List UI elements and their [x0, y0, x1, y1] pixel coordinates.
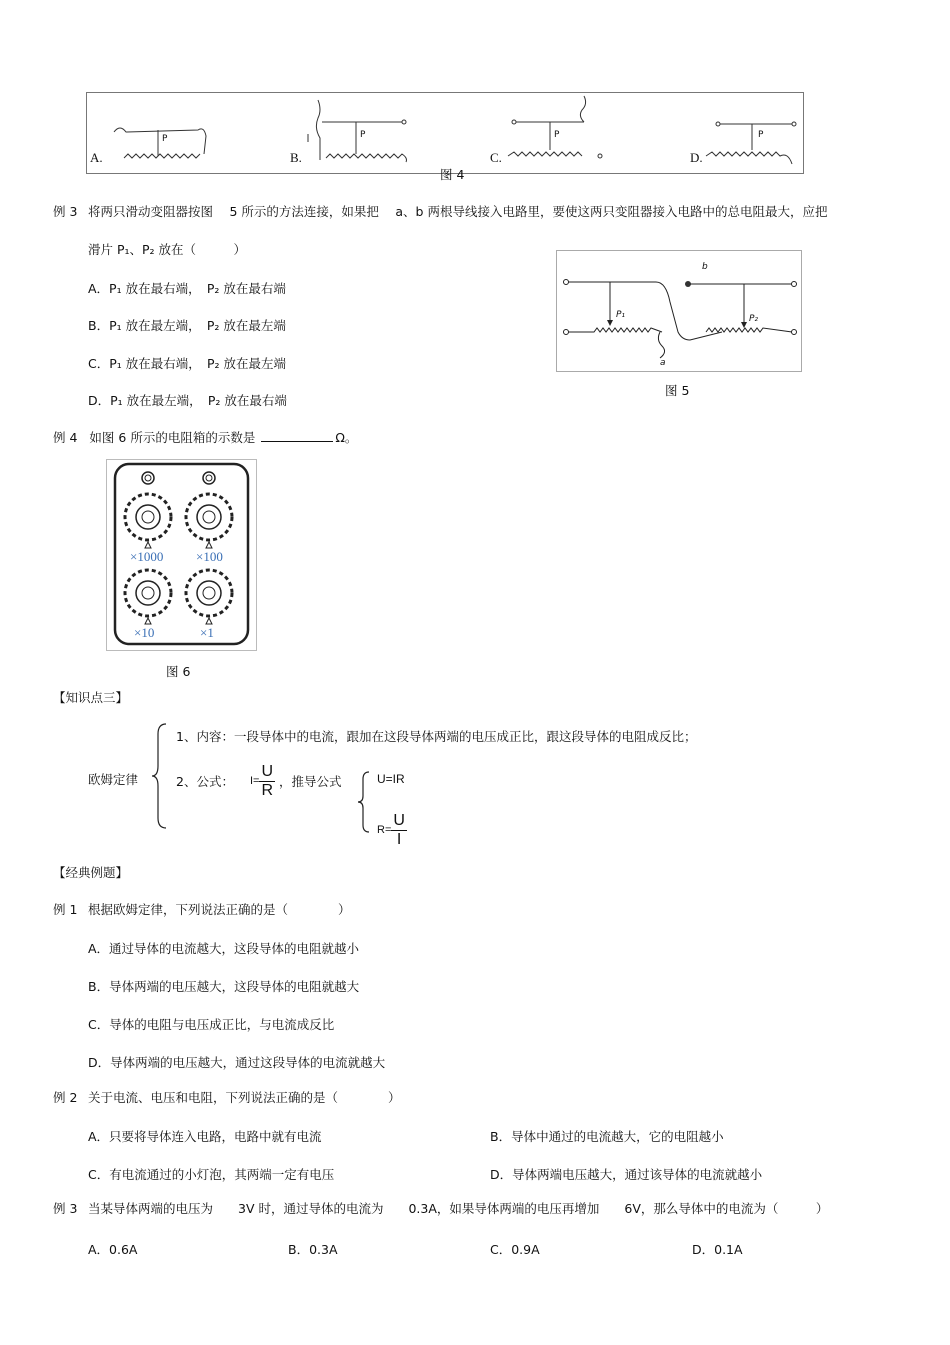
kp3-derived-2: [377, 808, 407, 852]
ex4-answer-blank[interactable]: [261, 430, 333, 442]
ex3-label: 例 3: [53, 1201, 78, 1216]
ex3a-stem-line1: 将两只滑动变阻器按图 5 所示的方法连接，如果把 a、b 两根导线接入电路里，要使这两只变阻器接入电路中的总电阻最大，应把: [88, 204, 828, 219]
kp3-heading: 【知识点三】: [53, 690, 129, 705]
ohm-formula-fraction: [259, 763, 275, 800]
fig5-label-p1: P₁: [616, 310, 626, 320]
dial-ones: [186, 570, 232, 624]
ex3a-stem-line2: 滑片 P₁、P₂ 放在（ ）: [88, 242, 247, 257]
ex2-option-d: D．导体两端电压越大，通过该导体的电流就越小: [490, 1167, 763, 1182]
fig4-option-b: B.: [290, 150, 302, 165]
kp3-item2-prefix: 2、公式：: [176, 774, 234, 789]
ex4-label: 例 4: [53, 430, 78, 445]
ex3a-option-a: A．P₁ 放在最右端， P₂ 放在最右端: [88, 281, 286, 296]
kp3-formula-lhs: I=: [249, 775, 260, 787]
kp3-law-name: 欧姆定律: [88, 772, 139, 787]
ex2-label: 例 2: [53, 1090, 78, 1105]
kp3-derived-1: U=IR: [377, 772, 405, 786]
formula-denominator: R: [261, 781, 273, 799]
kp3-brace: [150, 722, 170, 830]
fig6-multiplier-1: ×1: [200, 625, 214, 640]
ex4-unit: Ω。: [335, 430, 358, 445]
ex1-option-d: D．导体两端的电压越大，通过这段导体的电流就越大: [88, 1055, 386, 1070]
figure-4: [86, 92, 804, 174]
fig4-option-c: C.: [490, 150, 502, 165]
ex1-option-b: B．导体两端的电压越大，这段导体的电阻就越大: [88, 979, 360, 994]
ex3a-option-b: B．P₁ 放在最左端， P₂ 放在最左端: [88, 318, 286, 333]
fig4-option-a: A.: [90, 150, 103, 165]
fig6-multiplier-100: ×100: [196, 549, 223, 564]
ex2-stem: 关于电流、电压和电阻，下列说法正确的是（ ）: [88, 1090, 401, 1105]
rheostat-c: [508, 96, 602, 158]
derived-formula-fraction: [391, 812, 407, 849]
figure-5-drawing: [556, 250, 802, 372]
fig6-caption: 图 6: [166, 664, 191, 679]
kp3-derived2-lhs: R=: [377, 824, 392, 836]
rheostat-d: [706, 122, 796, 164]
figure-5: [556, 250, 802, 372]
figure-6: [106, 459, 257, 651]
fig5-label-a: a: [660, 358, 666, 368]
dial-hundreds: [186, 494, 232, 548]
fig5-caption: 图 5: [665, 383, 690, 398]
ex3-stem: 当某导体两端的电压为 3V 时，通过导体的电流为 0.3A，如果导体两端的电压再增加 6V，那么导体中的电流为（ ）: [88, 1201, 829, 1216]
derived-denominator: I: [396, 830, 402, 848]
ex1-option-c: C．导体的电阻与电压成正比，与电流成反比: [88, 1017, 335, 1032]
fig4-slider-label-b: P: [360, 130, 366, 140]
ex3-option-c: C．0.9A: [490, 1242, 540, 1257]
rheostat-a: [114, 128, 206, 158]
ex4-question: [53, 428, 357, 446]
ex1-stem: 根据欧姆定律，下列说法正确的是（ ）: [88, 902, 351, 917]
fig6-multiplier-10: ×10: [134, 625, 155, 640]
ex2-option-c: C．有电流通过的小灯泡，其两端一定有电压: [88, 1167, 335, 1182]
ex1-option-a: A．通过导体的电流越大，这段导体的电阻就越小: [88, 941, 360, 956]
ex2-option-a: A．只要将导体连入电路，电路中就有电流: [88, 1129, 322, 1144]
ex3-option-a: A．0.6A: [88, 1242, 138, 1257]
fig4-slider-label-d: P: [758, 130, 764, 140]
ex3a-option-d: D．P₁ 放在最左端， P₂ 放在最右端: [88, 393, 287, 408]
ex3-option-d: D．0.1A: [692, 1242, 743, 1257]
fig5-label-b: b: [702, 262, 708, 272]
ex2-option-b: B．导体中通过的电流越大，它的电阻越小: [490, 1129, 724, 1144]
ex1-label: 例 1: [53, 902, 78, 917]
figure-6-drawing: [106, 459, 257, 651]
fig4-caption: 图 4: [440, 167, 465, 182]
derived-numerator: U: [393, 811, 405, 829]
fig4-slider-label-a: P: [162, 134, 168, 144]
dial-tens: [125, 570, 171, 624]
kp3-derive-label: ，推导公式: [279, 774, 342, 789]
ex3a-label: 例 3: [53, 204, 78, 219]
kp3-sub-brace: [356, 770, 372, 834]
classic-heading: 【经典例题】: [53, 865, 129, 880]
fig6-multiplier-1000: ×1000: [130, 549, 164, 564]
ex4-stem: 如图 6 所示的电阻箱的示数是: [89, 430, 256, 445]
rheostat-b: [308, 100, 407, 162]
formula-numerator: U: [261, 762, 273, 780]
fig4-slider-label-c: P: [554, 130, 560, 140]
kp3-item2: [176, 758, 342, 804]
dial-thousands: [125, 494, 171, 548]
ex3a-option-c: C．P₁ 放在最右端， P₂ 放在最左端: [88, 356, 287, 371]
fig4-option-d: D.: [690, 150, 703, 165]
fig5-label-p2: P₂: [749, 314, 759, 324]
kp3-item1: 1、内容：一段导体中的电流，跟加在这段导体两端的电压成正比，跟这段导体的电阻成反比；: [176, 729, 697, 744]
ex3-option-b: B．0.3A: [288, 1242, 338, 1257]
